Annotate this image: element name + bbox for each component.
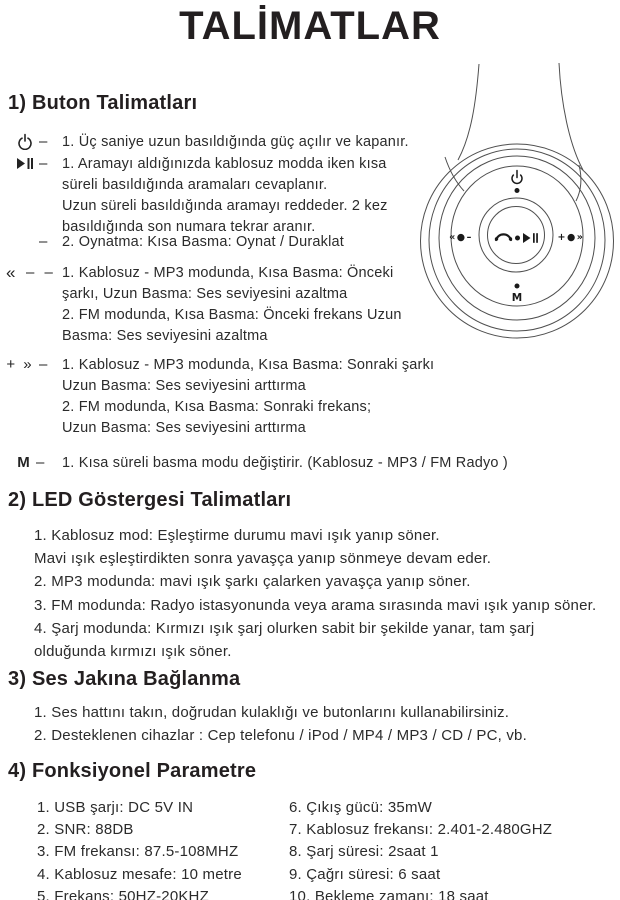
instruction-line: Uzun Basma: Ses seviyesini arttırma xyxy=(62,420,306,436)
instruction-line: 2. Oynatma: Kısa Basma: Oynat / Duraklat xyxy=(62,234,344,250)
instruction-line: süreli basıldığında aramaları cevaplanır. xyxy=(62,177,328,193)
mode-button-label[interactable]: M xyxy=(511,292,523,304)
aux-line: 1. Ses hattını takın, doğrudan kulaklığı ve butonlarını kullanabilirsiniz. xyxy=(34,704,510,721)
instruction-line: Uzun süreli basıldığında aramayı reddeder. 2 kez xyxy=(62,198,388,214)
leader-dash: – xyxy=(36,454,48,471)
param-item: 10. Bekleme zamanı: 18 saat xyxy=(289,887,489,900)
param-item: 9. Çağrı süresi: 6 saat xyxy=(289,865,441,883)
params-right-column xyxy=(289,797,552,900)
leader-dash: – xyxy=(39,133,51,150)
page-title: TALİMATLAR xyxy=(179,4,441,48)
instruction-line: 2. FM modunda, Kısa Basma: Önceki frekans Uzun xyxy=(62,307,402,323)
param-item: 2. SNR: 88DB xyxy=(37,821,134,839)
aux-instructions xyxy=(34,701,527,747)
instruction-line: 1. Kısa süreli basma modu değiştirir. (Kablosuz - MP3 / FM Radyo ) xyxy=(62,455,508,471)
play-pause-icon xyxy=(8,153,42,174)
led-line: 1. Kablosuz mod: Eşleştirme durumu mavi ışık yanıp söner. xyxy=(34,527,440,544)
param-item: 8. Şarj süresi: 2saat 1 xyxy=(289,843,439,861)
led-line: 4. Şarj modunda: Kırmızı ışık şarj olurken sabit bir şekilde yanar, tam şarj xyxy=(34,619,535,637)
headband-right-line xyxy=(559,63,583,170)
param-item: 7. Kablosuz frekansı: 2.401-2.480GHZ xyxy=(289,821,553,839)
param-item: 5. Frekans: 50HZ-20KHZ xyxy=(37,887,209,900)
power-button-dot[interactable] xyxy=(515,188,520,193)
instruction-line: 1. Aramayı aldığınızda kablosuz modda iken kısa xyxy=(62,156,387,172)
instruction-line: 1. Üç saniye uzun basıldığında güç açılır ve kapanır. xyxy=(62,134,409,150)
instruction-line: basıldığında son numara tekrar aranır. xyxy=(62,219,316,235)
play-pause-glyph[interactable] xyxy=(523,233,538,243)
instruction-line: Uzun Basma: Ses seviyesini arttırma xyxy=(62,378,306,394)
section-heading-params: 4) Fonksiyonel Parametre xyxy=(8,760,257,782)
center-button-dot[interactable] xyxy=(515,236,520,241)
leader-dash: – xyxy=(39,155,51,172)
next-volume-up-label[interactable]: +●» xyxy=(557,232,585,243)
previous-volume-down-label[interactable]: «●– xyxy=(449,232,473,243)
call-icon-end xyxy=(495,237,498,240)
led-instructions xyxy=(34,524,596,663)
section-heading-buttons: 1) Buton Talimatları xyxy=(8,92,198,114)
param-item: 3. FM frekansı: 87.5-108MHZ xyxy=(37,843,239,861)
mode-button-dot[interactable] xyxy=(515,284,520,289)
previous-track-icon: « xyxy=(6,262,17,282)
led-line: 3. FM modunda: Radyo istasyonunda veya arama sırasında mavi ışık yanıp söner. xyxy=(34,596,597,614)
power-button-glyph[interactable] xyxy=(512,171,522,184)
led-line: 2. MP3 modunda: mavi ışık şarkı çalarken yavaşça yanıp söner. xyxy=(34,573,471,591)
led-line: olduğunda kırmızı ışık söner. xyxy=(34,643,232,661)
led-line: Mavi ışık eşleştirdikten sonra yavaşça yanıp sönmeye devam eder. xyxy=(34,550,492,568)
power-icon xyxy=(8,131,42,152)
call-icon[interactable] xyxy=(496,234,511,240)
mode-icon: M xyxy=(17,454,31,471)
button-ring-outer xyxy=(479,198,553,272)
leader-dash: – – xyxy=(26,264,56,281)
call-icon-end xyxy=(509,237,512,240)
section-heading-aux: 3) Ses Jakına Bağlanma xyxy=(8,668,241,690)
leader-dash: – xyxy=(39,233,51,250)
instruction-line: Basma: Ses seviyesini azaltma xyxy=(62,328,268,344)
param-item: 4. Kablosuz mesafe: 10 metre xyxy=(37,865,242,883)
headphone-earcup-diagram xyxy=(402,58,620,346)
headband-left-line xyxy=(458,64,479,160)
next-track-icon: + » xyxy=(6,356,34,373)
aux-line: 2. Desteklenen cihazlar : Cep telefonu / iPod / MP4 / MP3 / CD / PC, vb. xyxy=(34,727,527,745)
instruction-line: 1. Kablosuz - MP3 modunda, Kısa Basma: Önceki xyxy=(62,265,394,281)
instruction-line: şarkı, Uzun Basma: Ses seviyesini azaltma xyxy=(62,286,348,302)
instruction-line: 2. FM modunda, Kısa Basma: Sonraki frekans; xyxy=(62,399,372,415)
section-heading-led: 2) LED Göstergesi Talimatları xyxy=(8,489,292,511)
button-ring-inner xyxy=(488,207,545,264)
param-item: 6. Çıkış gücü: 35mW xyxy=(289,799,433,816)
param-item: 1. USB şarjı: DC 5V IN xyxy=(37,799,194,816)
params-left-column xyxy=(37,797,242,900)
leader-dash: – xyxy=(39,356,51,373)
instruction-line: 1. Kablosuz - MP3 modunda, Kısa Basma: Sonraki şarkı xyxy=(62,357,435,373)
fork-right-arc xyxy=(576,165,581,201)
